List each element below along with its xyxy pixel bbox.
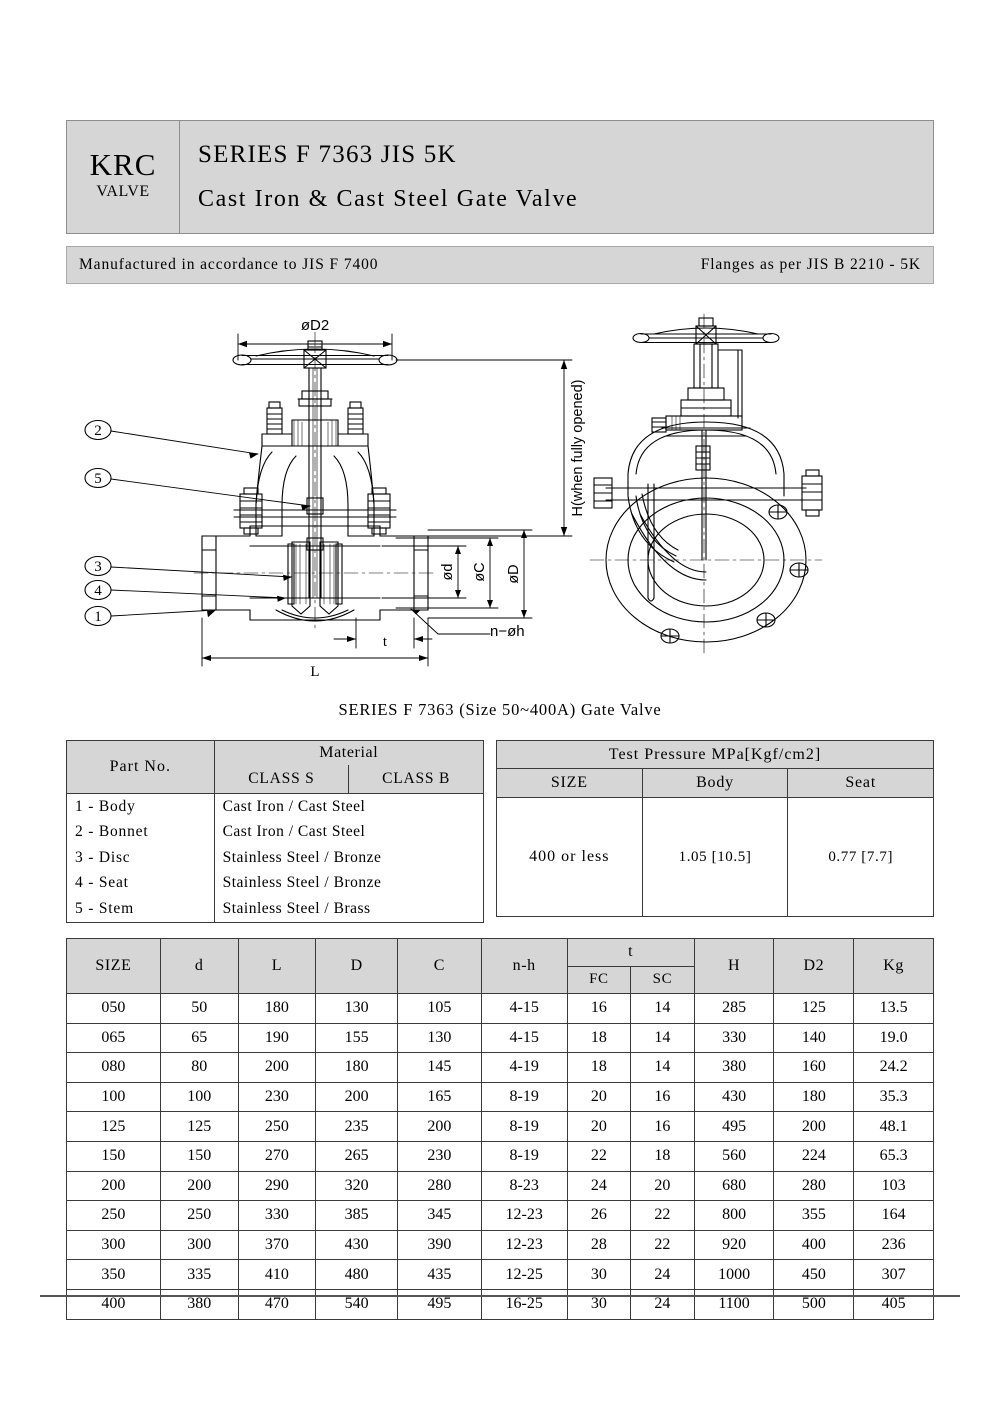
- test-pressure-title: Test Pressure MPa[Kgf/cm2]: [497, 741, 934, 769]
- cell-h: 560: [694, 1141, 774, 1171]
- cell-t-fc: 30: [567, 1260, 631, 1290]
- material-header-class-b: CLASS B: [349, 765, 484, 794]
- material-header-part: Part No.: [67, 741, 215, 794]
- material-value: Stainless Steel / Brass: [214, 896, 483, 922]
- cell-t-fc: 20: [567, 1112, 631, 1142]
- label-nh: n−øh: [490, 623, 525, 640]
- col-header-d: d: [160, 939, 238, 994]
- cell-t-sc: 24: [631, 1260, 695, 1290]
- material-part: 1 - Body: [67, 794, 215, 820]
- page-subtitle: Cast Iron & Cast Steel Gate Valve: [198, 186, 579, 212]
- material-value: Cast Iron / Cast Steel: [214, 794, 483, 820]
- cell-big-d: 540: [316, 1289, 398, 1319]
- callout-1: [85, 607, 216, 626]
- cell-nh: 8-23: [481, 1171, 567, 1201]
- test-pressure-header-size: SIZE: [497, 769, 643, 798]
- flange-standard: Flanges as per JIS B 2210 - 5K: [700, 256, 921, 273]
- cell-c: 390: [398, 1230, 482, 1260]
- col-header-big-d: D: [316, 939, 398, 994]
- material-table-body: [67, 794, 484, 923]
- callout-label-5: 5: [94, 471, 102, 487]
- table-row: [67, 820, 484, 846]
- cell-nh: 4-15: [481, 994, 567, 1024]
- label-h: H(when fully opened): [570, 379, 586, 517]
- page-title: SERIES F 7363 JIS 5K: [198, 141, 457, 168]
- cell-kg: 164: [854, 1201, 934, 1231]
- cell-c: 345: [398, 1201, 482, 1231]
- cell-h: 920: [694, 1230, 774, 1260]
- cell-kg: 65.3: [854, 1141, 934, 1171]
- cell-nh: 8-19: [481, 1141, 567, 1171]
- cell-big-d: 155: [316, 1023, 398, 1053]
- material-value: Stainless Steel / Bronze: [214, 871, 483, 897]
- table-row: [67, 794, 484, 820]
- callout-3: [85, 557, 292, 581]
- cell-d2: 450: [774, 1260, 854, 1290]
- cell-kg: 13.5: [854, 994, 934, 1024]
- cell-c: 280: [398, 1171, 482, 1201]
- cell-h: 330: [694, 1023, 774, 1053]
- cell-d2: 125: [774, 994, 854, 1024]
- material-value: Cast Iron / Cast Steel: [214, 820, 483, 846]
- table-row: [67, 994, 934, 1024]
- cell-d2: 500: [774, 1289, 854, 1319]
- cell-d: 300: [160, 1230, 238, 1260]
- cell-h: 430: [694, 1082, 774, 1112]
- col-header-size: SIZE: [67, 939, 161, 994]
- cell-nh: 8-19: [481, 1112, 567, 1142]
- cell-h: 380: [694, 1053, 774, 1083]
- col-header-c: C: [398, 939, 482, 994]
- cell-kg: 19.0: [854, 1023, 934, 1053]
- cell-l: 200: [238, 1053, 316, 1083]
- brand-logo: [67, 121, 180, 233]
- col-header-t-fc: FC: [567, 966, 631, 994]
- cell-d2: 280: [774, 1171, 854, 1201]
- cell-nh: 16-25: [481, 1289, 567, 1319]
- table-row: [67, 1082, 934, 1112]
- table-row: [67, 871, 484, 897]
- cell-c: 130: [398, 1023, 482, 1053]
- cell-nh: 12-25: [481, 1260, 567, 1290]
- cell-d2: 160: [774, 1053, 854, 1083]
- cell-big-d: 180: [316, 1053, 398, 1083]
- cell-d: 250: [160, 1201, 238, 1231]
- cell-kg: 103: [854, 1171, 934, 1201]
- cell-d: 80: [160, 1053, 238, 1083]
- test-pressure-header-body: Body: [642, 769, 788, 798]
- cell-l: 470: [238, 1289, 316, 1319]
- callout-label-2: 2: [94, 423, 102, 439]
- table-row: [67, 1053, 934, 1083]
- cell-d: 200: [160, 1171, 238, 1201]
- cell-d2: 400: [774, 1230, 854, 1260]
- cell-d: 150: [160, 1141, 238, 1171]
- dimension-table: [66, 938, 934, 1320]
- cell-d2: 140: [774, 1023, 854, 1053]
- cell-l: 370: [238, 1230, 316, 1260]
- brand-subtitle: VALVE: [96, 183, 150, 201]
- callout-2: [85, 421, 258, 459]
- table-row: [497, 798, 934, 917]
- label-big-d: øD: [506, 564, 522, 584]
- table-row: [67, 1023, 934, 1053]
- table-row: [67, 896, 484, 922]
- test-pressure-table: [496, 740, 934, 917]
- test-pressure-seat: 0.77 [7.7]: [788, 798, 934, 917]
- cell-nh: 12-23: [481, 1230, 567, 1260]
- cell-big-d: 130: [316, 994, 398, 1024]
- cell-kg: 48.1: [854, 1112, 934, 1142]
- col-header-l: L: [238, 939, 316, 994]
- label-small-d: ød: [440, 563, 456, 581]
- cell-t-sc: 22: [631, 1201, 695, 1231]
- cell-t-sc: 20: [631, 1171, 695, 1201]
- cell-big-d: 265: [316, 1141, 398, 1171]
- cell-nh: 4-15: [481, 1023, 567, 1053]
- cell-t-fc: 18: [567, 1053, 631, 1083]
- dimension-table-head: [67, 939, 934, 994]
- test-pressure-header-seat: Seat: [788, 769, 934, 798]
- title-block: [180, 121, 933, 233]
- cell-t-fc: 26: [567, 1201, 631, 1231]
- material-header-material: Material: [214, 741, 483, 766]
- label-l: L: [310, 664, 320, 680]
- cell-t-fc: 24: [567, 1171, 631, 1201]
- cell-size: 080: [67, 1053, 161, 1083]
- cell-d: 65: [160, 1023, 238, 1053]
- table-row: [67, 1171, 934, 1201]
- cell-h: 1000: [694, 1260, 774, 1290]
- cell-d2: 200: [774, 1112, 854, 1142]
- material-header-class-s: CLASS S: [214, 765, 349, 794]
- table-row: [67, 1260, 934, 1290]
- col-header-d2: D2: [774, 939, 854, 994]
- cell-t-fc: 28: [567, 1230, 631, 1260]
- cell-big-d: 430: [316, 1230, 398, 1260]
- cell-size: 350: [67, 1260, 161, 1290]
- cell-c: 165: [398, 1082, 482, 1112]
- cell-size: 200: [67, 1171, 161, 1201]
- cell-l: 330: [238, 1201, 316, 1231]
- cell-size: 125: [67, 1112, 161, 1142]
- manufacturing-standard: Manufactured in accordance to JIS F 7400: [79, 256, 379, 273]
- cell-big-d: 480: [316, 1260, 398, 1290]
- cell-d: 335: [160, 1260, 238, 1290]
- cell-l: 180: [238, 994, 316, 1024]
- cell-l: 270: [238, 1141, 316, 1171]
- cell-kg: 405: [854, 1289, 934, 1319]
- footer-divider: [40, 1295, 960, 1297]
- material-part: 4 - Seat: [67, 871, 215, 897]
- cell-d: 125: [160, 1112, 238, 1142]
- table-row: [67, 1112, 934, 1142]
- material-part: 2 - Bonnet: [67, 820, 215, 846]
- cell-c: 200: [398, 1112, 482, 1142]
- cell-t-sc: 24: [631, 1289, 695, 1319]
- cell-size: 250: [67, 1201, 161, 1231]
- label-d2: øD2: [300, 317, 330, 334]
- cell-l: 230: [238, 1082, 316, 1112]
- label-c: øC: [472, 562, 488, 582]
- cell-l: 410: [238, 1260, 316, 1290]
- cell-t-sc: 14: [631, 994, 695, 1024]
- col-header-kg: Kg: [854, 939, 934, 994]
- cell-size: 300: [67, 1230, 161, 1260]
- sectional-view: [85, 332, 572, 666]
- cell-t-sc: 22: [631, 1230, 695, 1260]
- test-pressure-size: 400 or less: [497, 798, 643, 917]
- cell-t-fc: 20: [567, 1082, 631, 1112]
- technical-drawing: [66, 298, 934, 690]
- material-part: 3 - Disc: [67, 845, 215, 871]
- cell-size: 150: [67, 1141, 161, 1171]
- cell-t-fc: 22: [567, 1141, 631, 1171]
- col-header-nh: n-h: [481, 939, 567, 994]
- material-table: [66, 740, 484, 923]
- cell-c: 435: [398, 1260, 482, 1290]
- cell-nh: 12-23: [481, 1201, 567, 1231]
- half-section-view: [590, 314, 822, 654]
- cell-h: 495: [694, 1112, 774, 1142]
- callout-4: [85, 581, 286, 602]
- dimension-table-body: [67, 994, 934, 1320]
- cell-kg: 35.3: [854, 1082, 934, 1112]
- cell-l: 290: [238, 1171, 316, 1201]
- col-header-t: t: [567, 939, 694, 967]
- cell-h: 680: [694, 1171, 774, 1201]
- cell-size: 100: [67, 1082, 161, 1112]
- cell-big-d: 385: [316, 1201, 398, 1231]
- col-header-h: H: [694, 939, 774, 994]
- cell-d: 50: [160, 994, 238, 1024]
- material-value: Stainless Steel / Bronze: [214, 845, 483, 871]
- cell-t-sc: 14: [631, 1023, 695, 1053]
- label-t: t: [382, 634, 388, 650]
- cell-d: 100: [160, 1082, 238, 1112]
- cell-nh: 8-19: [481, 1082, 567, 1112]
- callout-5: [85, 469, 310, 511]
- table-row: [67, 1230, 934, 1260]
- test-pressure-body: 1.05 [10.5]: [642, 798, 788, 917]
- cell-size: 065: [67, 1023, 161, 1053]
- cell-t-sc: 16: [631, 1112, 695, 1142]
- cell-kg: 24.2: [854, 1053, 934, 1083]
- table-row: [67, 845, 484, 871]
- cell-kg: 236: [854, 1230, 934, 1260]
- cell-l: 190: [238, 1023, 316, 1053]
- cell-d: 380: [160, 1289, 238, 1319]
- cell-t-sc: 16: [631, 1082, 695, 1112]
- cell-t-fc: 30: [567, 1289, 631, 1319]
- cell-l: 250: [238, 1112, 316, 1142]
- cell-c: 495: [398, 1289, 482, 1319]
- cell-c: 145: [398, 1053, 482, 1083]
- callout-label-3: 3: [94, 559, 102, 575]
- col-header-t-sc: SC: [631, 966, 695, 994]
- cell-d2: 180: [774, 1082, 854, 1112]
- cell-c: 105: [398, 994, 482, 1024]
- cell-size: 400: [67, 1289, 161, 1319]
- cell-t-fc: 18: [567, 1023, 631, 1053]
- table-row: [67, 1141, 934, 1171]
- cell-t-fc: 16: [567, 994, 631, 1024]
- cell-big-d: 200: [316, 1082, 398, 1112]
- cell-big-d: 320: [316, 1171, 398, 1201]
- cell-h: 285: [694, 994, 774, 1024]
- standards-bar: [66, 246, 934, 284]
- cell-h: 800: [694, 1201, 774, 1231]
- cell-kg: 307: [854, 1260, 934, 1290]
- cell-d2: 224: [774, 1141, 854, 1171]
- brand-name: KRC: [89, 146, 157, 182]
- document-header: [66, 120, 934, 234]
- table-row: [67, 1201, 934, 1231]
- table-row: [67, 1289, 934, 1319]
- cell-nh: 4-19: [481, 1053, 567, 1083]
- callout-label-4: 4: [94, 583, 102, 599]
- drawing-caption: SERIES F 7363 (Size 50~400A) Gate Valve: [338, 700, 662, 719]
- cell-t-sc: 14: [631, 1053, 695, 1083]
- cell-h: 1100: [694, 1289, 774, 1319]
- callout-label-1: 1: [94, 609, 102, 625]
- cell-t-sc: 18: [631, 1141, 695, 1171]
- material-part: 5 - Stem: [67, 896, 215, 922]
- cell-c: 230: [398, 1141, 482, 1171]
- cell-big-d: 235: [316, 1112, 398, 1142]
- cell-size: 050: [67, 994, 161, 1024]
- cell-d2: 355: [774, 1201, 854, 1231]
